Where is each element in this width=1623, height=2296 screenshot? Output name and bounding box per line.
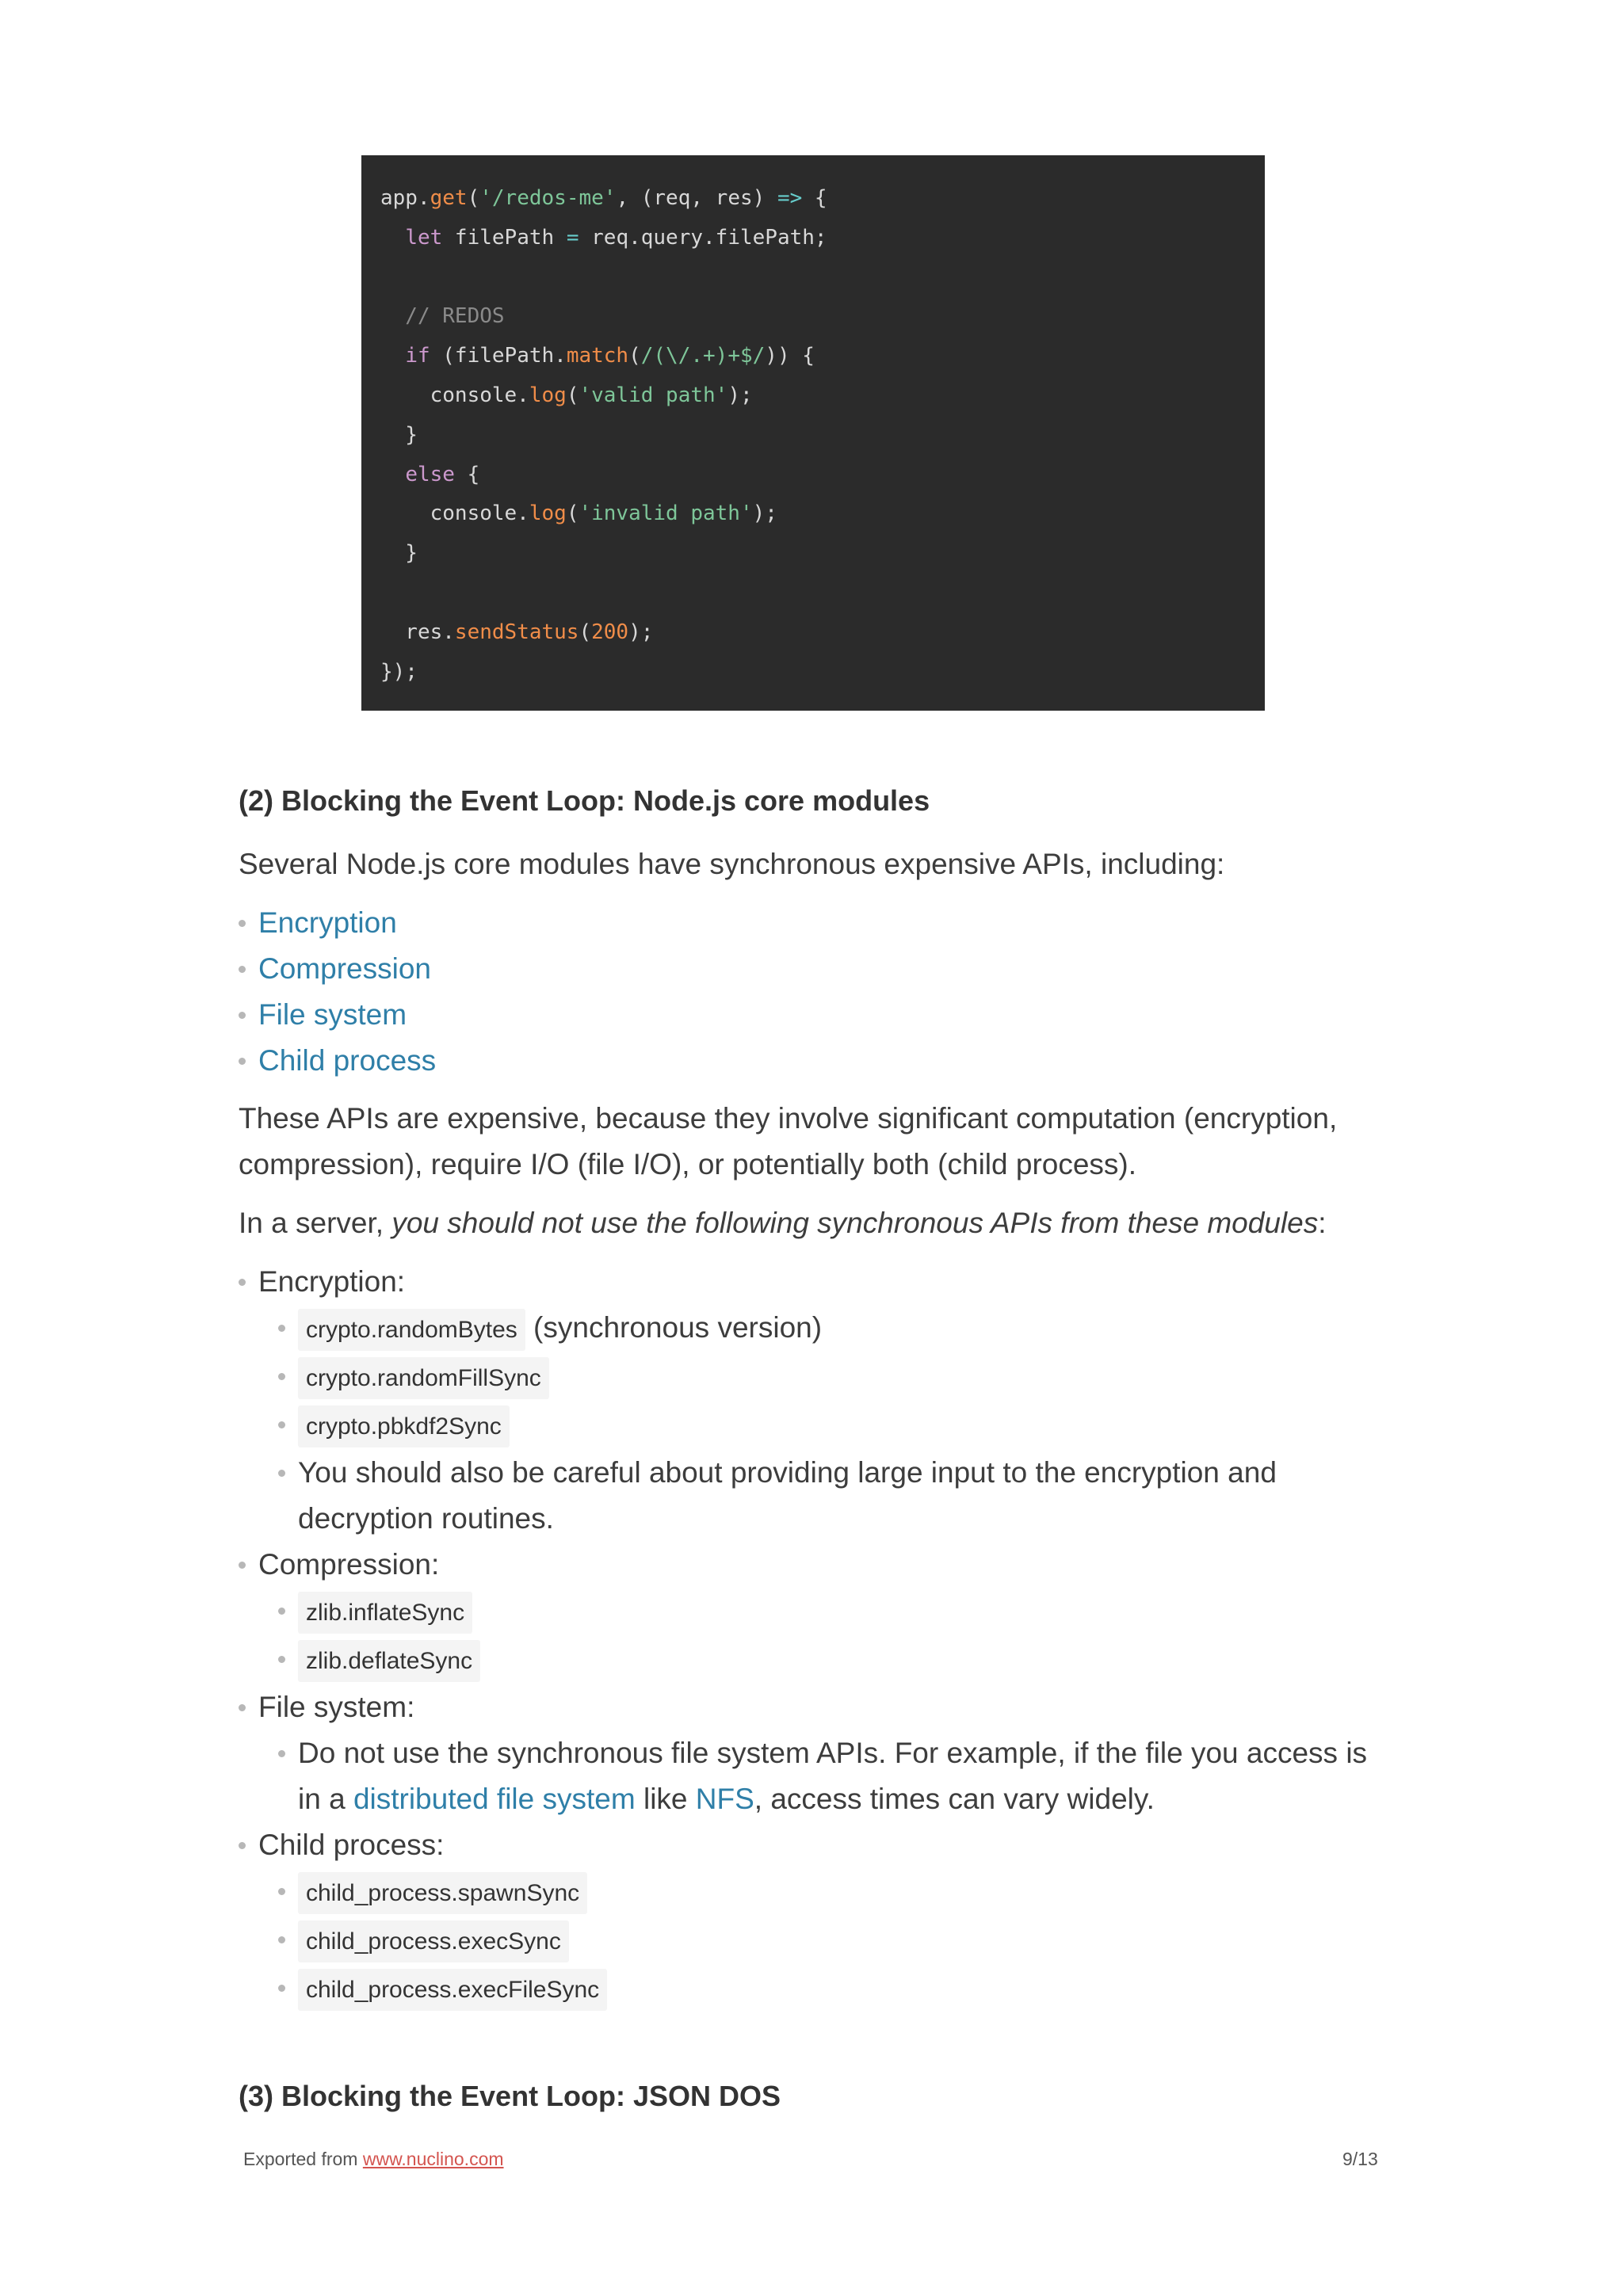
code-token: /(\/.+)+$/ — [640, 344, 766, 368]
code-token: } — [380, 422, 418, 447]
code-token: console. — [380, 502, 529, 526]
code-zlib-deflatesync: zlib.deflateSync — [298, 1640, 480, 1682]
code-token: ); — [752, 502, 777, 526]
fs-text-1: Do not use the synchronous file system APIs. For example, if the file you access is in a — [298, 1737, 1368, 1815]
code-line — [380, 297, 1246, 337]
code-token: 200 — [591, 620, 629, 644]
code-line — [380, 613, 1246, 653]
encryption-label: Encryption: — [258, 1265, 406, 1298]
code-line — [380, 258, 1246, 298]
list-item — [258, 1450, 1388, 1542]
list-item — [258, 1353, 1388, 1402]
section-heading-json-dos: (3) Blocking the Event Loop: JSON DOS — [239, 2080, 781, 2112]
list-item — [258, 1636, 1388, 1684]
list-item — [258, 1588, 1388, 1636]
list-item — [258, 1305, 1388, 1353]
server-paragraph — [239, 1200, 1388, 1246]
code-line — [380, 416, 1246, 456]
sync-api-list — [239, 1259, 1388, 2013]
compression-label: Compression: — [258, 1548, 440, 1581]
code-token: log — [529, 383, 567, 407]
code-token: , (req, res) — [616, 186, 777, 210]
code-token — [380, 344, 405, 368]
code-line — [380, 376, 1246, 416]
code-token: ( — [566, 383, 579, 407]
list-item — [258, 1868, 1388, 1917]
code-line — [380, 534, 1246, 574]
section-heading-core-modules: (2) Blocking the Event Loop: Node.js core modules — [239, 784, 930, 817]
code-execsync: child_process.execSync — [298, 1920, 569, 1962]
server-emphasis: you should not use the following synchronous APIs from these modules — [391, 1207, 1319, 1239]
code-token: 'invalid path' — [579, 502, 753, 526]
encryption-sublist — [258, 1305, 1388, 1542]
code-line — [380, 653, 1246, 692]
code-zlib-inflatesync: zlib.inflateSync — [298, 1592, 472, 1634]
code-token: ( — [467, 186, 480, 210]
code-token — [380, 226, 405, 250]
encryption-link[interactable]: Encryption — [258, 906, 397, 939]
server-prefix: In a server, — [239, 1207, 392, 1239]
code-token: req.query.filePath; — [579, 225, 827, 250]
compression-link[interactable]: Compression — [258, 952, 431, 985]
code-token: filePath — [442, 225, 567, 250]
code-line — [380, 219, 1246, 258]
code-token: else — [405, 462, 455, 486]
list-item-compression — [239, 1542, 1388, 1684]
footer-export-note — [243, 2149, 504, 2170]
list-item-filesystem — [239, 1684, 1388, 1822]
code-token: match — [566, 344, 629, 368]
list-item — [239, 900, 1388, 946]
code-token: log — [529, 502, 567, 526]
code-token: sendStatus — [454, 620, 579, 644]
code-token: app. — [380, 186, 430, 210]
list-item — [258, 1730, 1388, 1822]
child-process-link[interactable]: Child process — [258, 1044, 437, 1077]
nfs-link[interactable]: NFS — [695, 1783, 754, 1815]
nuclino-link[interactable]: www.nuclino.com — [362, 2149, 504, 2169]
fs-text-3: , access times can vary widely. — [754, 1783, 1155, 1815]
list-item — [258, 1965, 1388, 2013]
code-crypto-randombytes: crypto.randomBytes — [298, 1309, 525, 1351]
code-token: res. — [380, 620, 455, 644]
code-line — [380, 179, 1246, 219]
distributed-file-system-link[interactable]: distributed file system — [353, 1783, 636, 1815]
page-number: 9/13 — [1342, 2149, 1378, 2169]
code-line — [380, 456, 1246, 495]
code-token: // REDOS — [380, 304, 505, 329]
code-spawnsync: child_process.spawnSync — [298, 1872, 587, 1914]
intro-paragraph: Several Node.js core modules have synchronous expensive APIs, including: — [239, 848, 1225, 880]
module-list — [239, 900, 1388, 1084]
code-token: '/redos-me' — [479, 186, 617, 210]
code-token — [380, 463, 405, 486]
code-token: )) { — [765, 344, 815, 368]
careful-note: You should also be careful about providing large input to the encryption and decryption routines. — [298, 1456, 1277, 1535]
code-token: get — [430, 186, 468, 210]
code-token: { — [454, 462, 480, 486]
code-token: if — [405, 344, 430, 368]
server-suffix: : — [1318, 1207, 1327, 1239]
code-token: console. — [380, 383, 529, 407]
list-item — [258, 1402, 1388, 1450]
list-item — [239, 1038, 1388, 1084]
filesystem-label: File system: — [258, 1691, 415, 1723]
code-token: ); — [628, 620, 654, 644]
code-line — [380, 574, 1246, 613]
code-token: ); — [727, 383, 753, 407]
file-system-link[interactable]: File system — [258, 998, 407, 1031]
code-token: let — [405, 225, 443, 250]
code-crypto-randomfillsync: crypto.randomFillSync — [298, 1357, 549, 1399]
code-execfilesync: child_process.execFileSync — [298, 1969, 607, 2011]
list-item — [258, 1917, 1388, 1965]
code-token: = — [566, 225, 579, 250]
code-token: (filePath. — [430, 344, 567, 368]
list-item-encryption — [239, 1259, 1388, 1542]
code-token: ( — [579, 620, 592, 644]
compression-sublist — [258, 1588, 1388, 1684]
sync-note: (synchronous version) — [525, 1311, 823, 1344]
code-token: => — [777, 186, 803, 210]
list-item — [239, 992, 1388, 1038]
childprocess-label: Child process: — [258, 1829, 445, 1861]
code-block — [361, 155, 1265, 711]
code-token: }); — [380, 659, 418, 684]
fs-text-2: like — [635, 1783, 696, 1815]
expensive-paragraph: These APIs are expensive, because they involve significant computation (encryption, compression), require I/O (file I/O), or potentially both (child process). — [239, 1102, 1338, 1180]
code-token: 'valid path' — [579, 383, 728, 407]
code-token: { — [802, 186, 827, 210]
code-token: ( — [628, 344, 641, 368]
list-item-childprocess — [239, 1822, 1388, 2013]
list-item — [239, 946, 1388, 992]
code-token: ( — [566, 502, 579, 526]
code-token: } — [380, 541, 418, 566]
footer-export-prefix: Exported from — [243, 2149, 363, 2169]
code-line — [380, 494, 1246, 534]
code-line — [380, 337, 1246, 376]
filesystem-sublist — [258, 1730, 1388, 1822]
childprocess-sublist — [258, 1868, 1388, 2013]
code-crypto-pbkdf2sync: crypto.pbkdf2Sync — [298, 1405, 510, 1447]
